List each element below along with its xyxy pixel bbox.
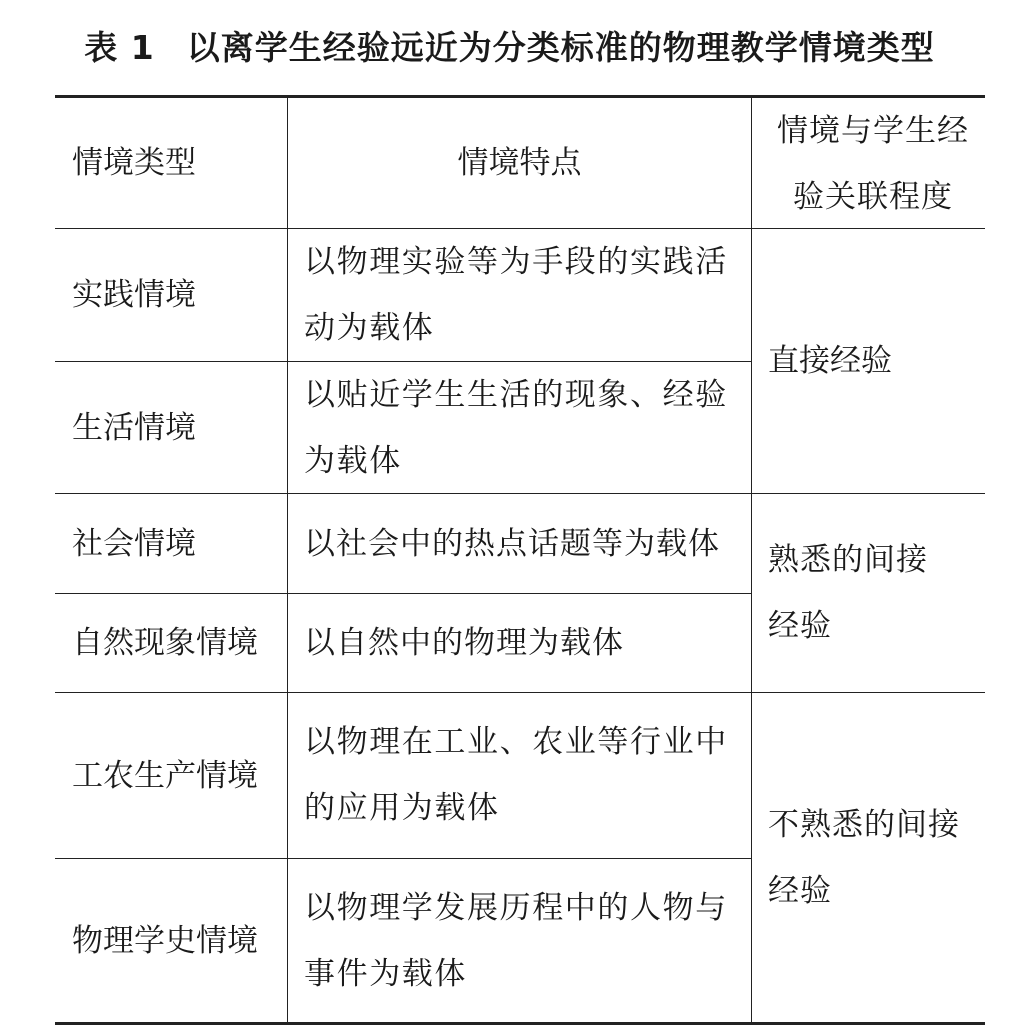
cell-type: 工农生产情境 — [72, 757, 258, 794]
table-number: 表 1 — [84, 28, 155, 67]
table-bottom-rule — [55, 1022, 985, 1025]
cell-relation: 熟悉的间接经验 — [768, 542, 928, 644]
cell-type: 实践情境 — [72, 277, 196, 313]
cell-type: 物理学史情境 — [72, 922, 258, 959]
cell-feature: 以物理实验等为手段的实践活动为载体 — [304, 244, 728, 346]
cell-feature: 以物理学发展历程中的人物与事件为载体 — [304, 890, 728, 992]
cell-feature: 以社会中的热点话题等为载体 — [304, 525, 720, 562]
cell-relation: 不熟悉的间接经验 — [768, 806, 960, 909]
cell-type: 社会情境 — [72, 525, 196, 562]
column-divider — [751, 97, 752, 1022]
cell-type: 生活情境 — [72, 409, 196, 446]
cell-feature: 以自然中的物理为载体 — [304, 625, 624, 661]
cell-relation: 直接经验 — [768, 343, 892, 379]
header-feature: 情境特点 — [457, 145, 582, 181]
table-title: 以离学生经验远近为分类标准的物理教学情境类型 — [186, 28, 935, 67]
header-type: 情境类型 — [72, 145, 196, 181]
cell-type: 自然现象情境 — [72, 625, 258, 661]
cell-feature: 以物理在工业、农业等行业中的应用为载体 — [304, 724, 728, 826]
cell-feature: 以贴近学生生活的现象、经验为载体 — [304, 377, 728, 479]
header-relation: 情境与学生经验关联程度 — [777, 113, 969, 215]
column-divider — [287, 97, 288, 1022]
